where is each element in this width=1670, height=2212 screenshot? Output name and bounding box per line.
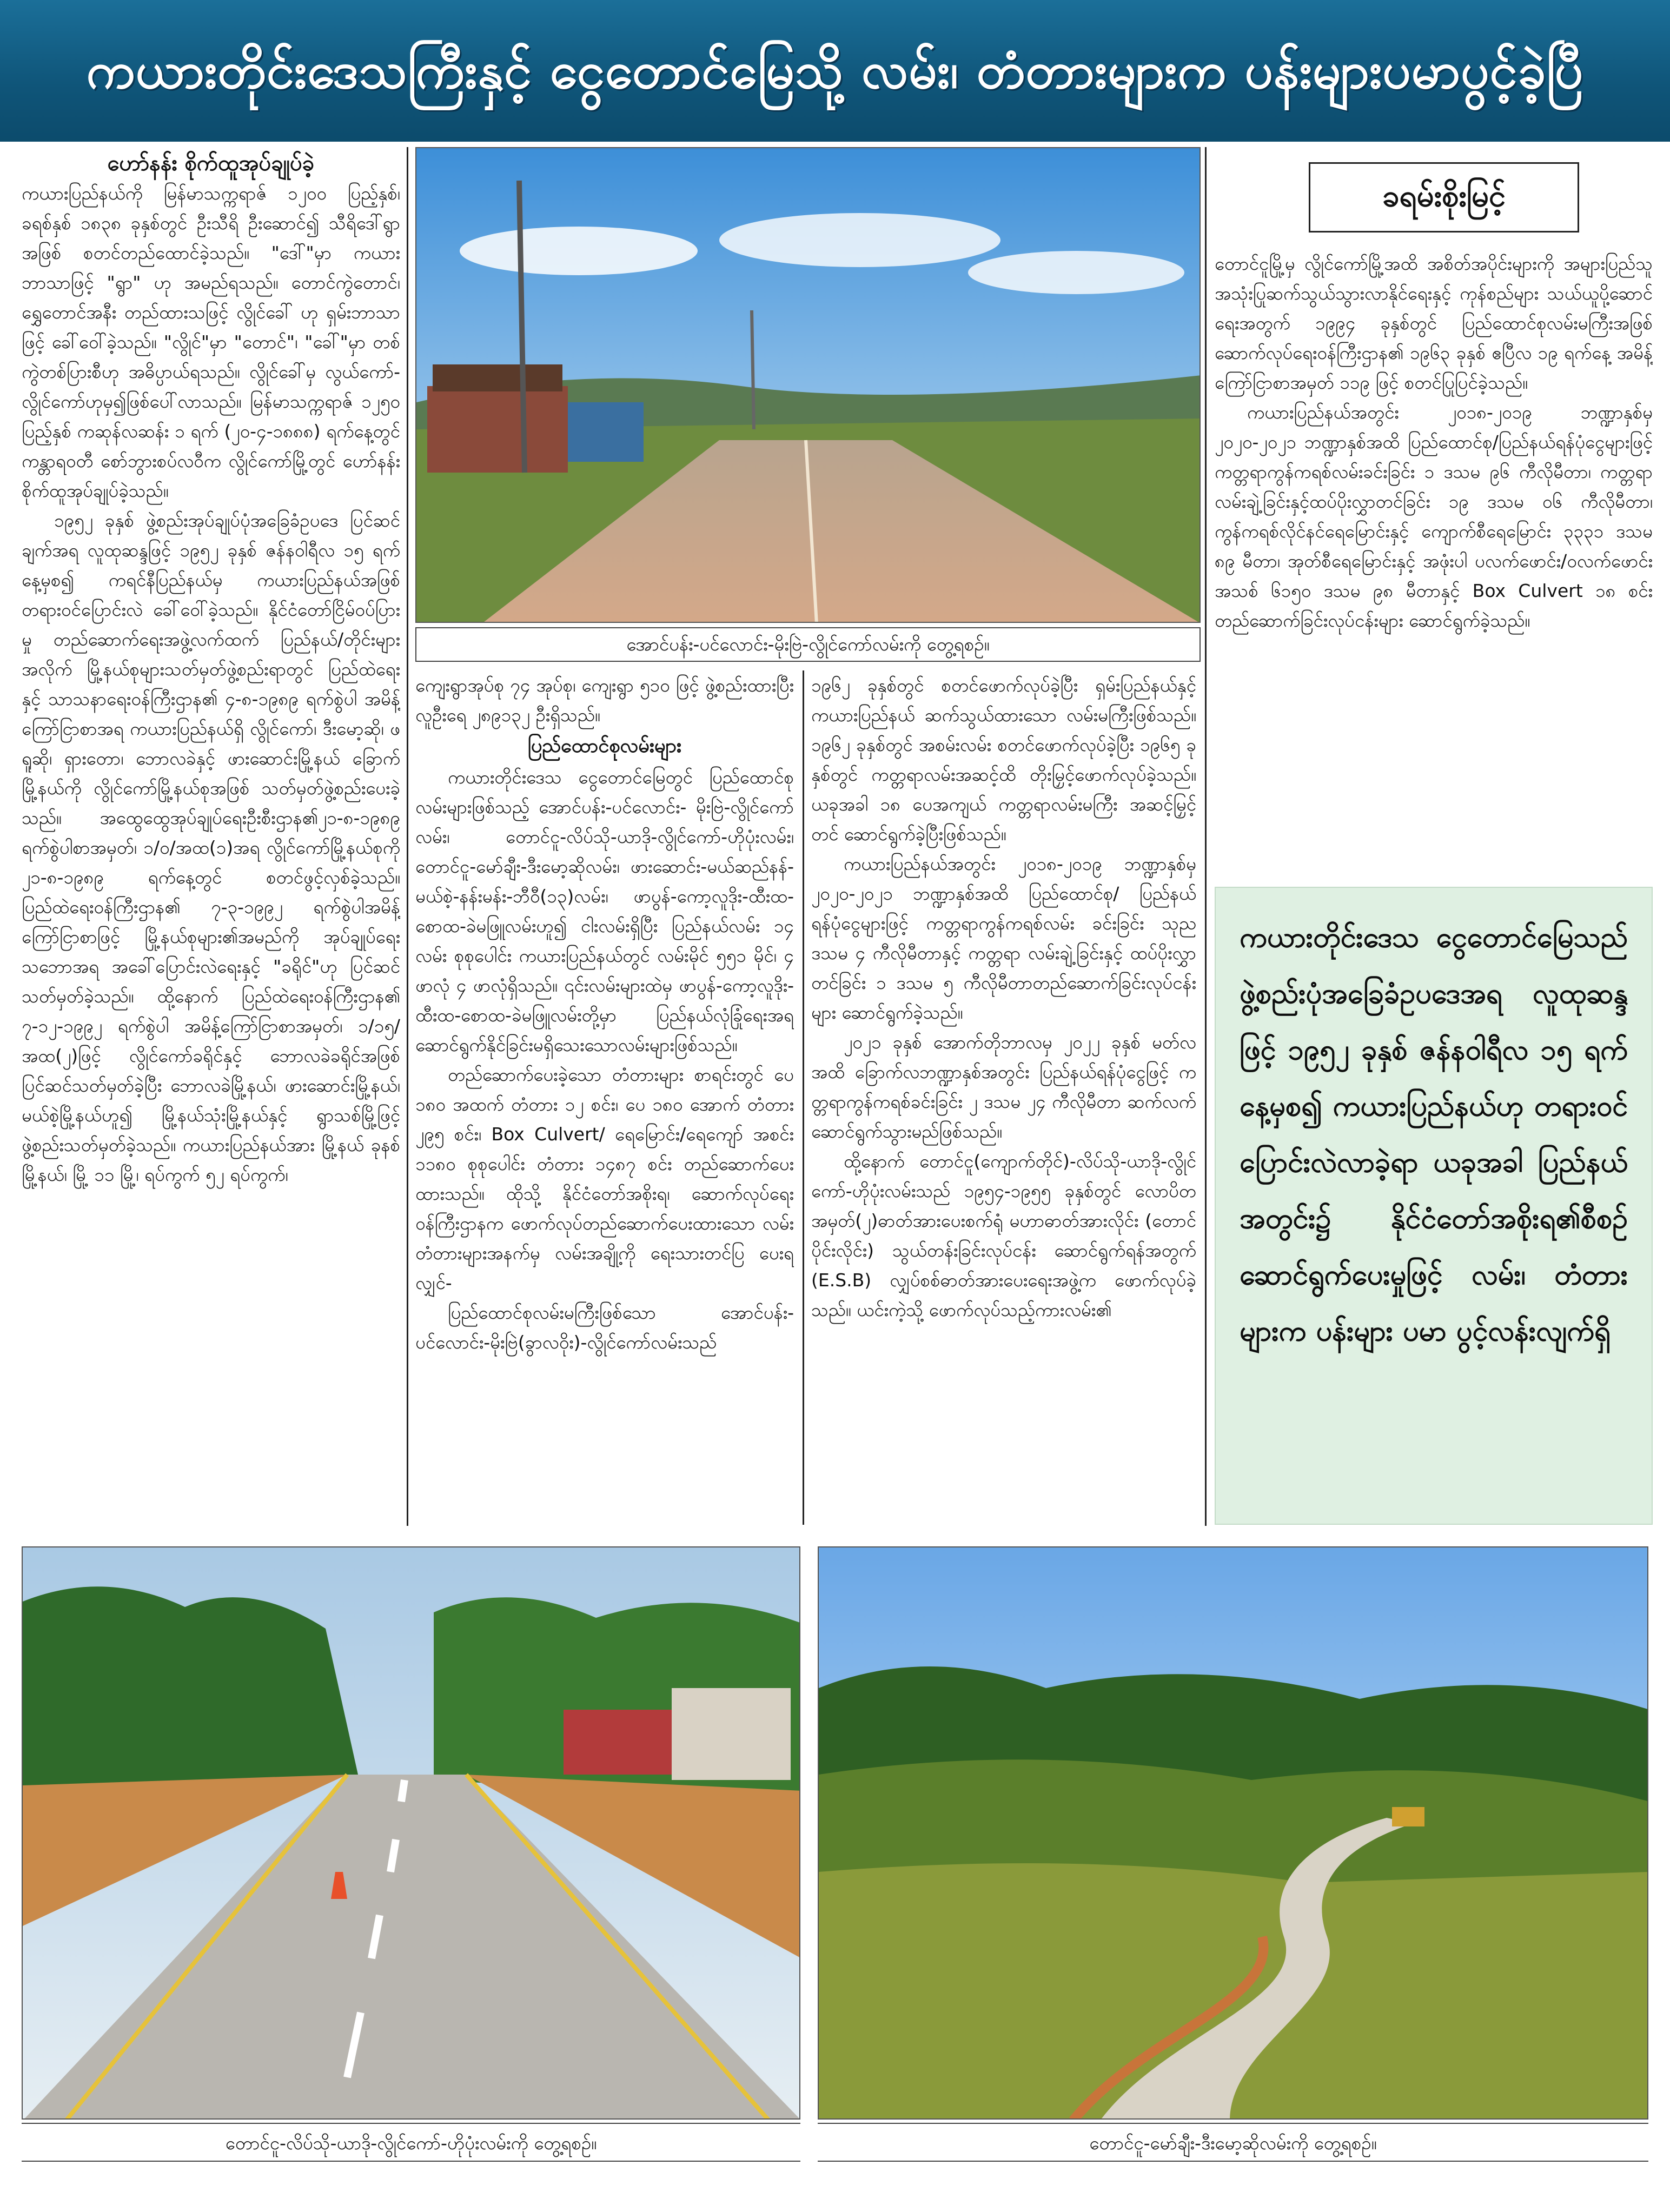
paragraph: ၁၉၅၂ ခုနှစ် ဖွဲ့စည်းအုပ်ချုပ်ပုံအခြေခံဥပဒေ ပြင်ဆင်ချက်အရ လူထုဆန္ဒဖြင့် ၁၉၅၂ ခုနှစ် ဇန်နဝါရီလ ၁၅ ရက်နေ့မှစ၍ ကရင်နီပြည်နယ်မှ ကယားပြည်နယ်အဖြစ် တရားဝင်ပြောင်းလဲ ခေါ်ဝေါ်ခဲ့သည်။ နိုင်ငံတော်ငြိမ်ဝပ်ပြားမှု တည်ဆောက်ရေးအဖွဲ့လက်ထက် ပြည်နယ်/တိုင်းများအလိုက် မြို့နယ်စုများသတ်မှတ်ဖွဲ့စည်းရာတွင် ပြည်ထဲရေးနှင့် သာသနာရေးဝန်ကြီးဌာန၏ ၄-၈-၁၉၈၉ ရက်စွဲပါ အမိန့်ကြော်ငြာစာအရ ကယားပြည်နယ်ရှိ လွိုင်ကော်၊ ဒီးမော့ဆို၊ ဖရူဆို၊ ရှားတော၊ ဘောလခဲနှင့် ဖားဆောင်းမြို့နယ် ခြောက်မြို့နယ်ကို လွိုင်ကော်မြို့နယ်စုအဖြစ် သတ်မှတ်ဖွဲ့စည်းပေးခဲ့သည်။ အထွေထွေအုပ်ချုပ်ရေးဦးစီးဌာန၏၂၁-၈-၁၉၈၉ ရက်စွဲပါစာအမှတ်၊ ၁/၀/အထ(၁)အရ လွိုင်ကော်မြို့နယ်စုကို ၂၁-၈-၁၉၈၉ ရက်နေ့တွင် စတင်ဖွင့်လှစ်ခဲ့သည်။ ပြည်ထဲရေးဝန်ကြီးဌာန၏ ၇-၃-၁၉၉၂ ရက်စွဲပါအမိန့်ကြော်ငြာစာဖြင့် မြို့နယ်စုများ၏အမည်ကို အုပ်ချုပ်ရေးသဘောအရ အခေါ်ပြောင်းလဲရေးနှင့် "ခရိုင်"ဟု ပြင်ဆင်သတ်မှတ်ခဲ့သည်။ ထို့နောက် ပြည်ထဲရေးဝန်ကြီးဌာန၏ ၇-၁၂-၁၉၉၂ ရက်စွဲပါ အမိန့်ကြော်ငြာစာအမှတ်၊ ၁/၁၅/အထ(၂)ဖြင့် လွိုင်ကော်ခရိုင်နှင့် ဘောလခဲခရိုင်အဖြစ် ပြင်ဆင်သတ်မှတ်ခဲ့ပြီး ဘောလခဲမြို့နယ်၊ ဖားဆောင်းမြို့နယ်၊ မယ်စဲ့မြို့နယ်ဟူ၍ မြို့နယ်သုံးမြို့နယ်နှင့် ရွာသစ်မြို့ဖြင့် ဖွဲ့စည်းသတ်မှတ်ခဲ့သည်။ ကယားပြည်နယ်အား မြို့နယ် ခုနစ်မြို့နယ်၊ မြို့ ၁၁ မြို့၊ ရပ်ကွက် ၅၂ ရပ်ကွက်၊ xyxy=(22,510,400,1185)
paragraph: ပြည်ထောင်စုလမ်းမကြီးဖြစ်သော အောင်ပန်း-ပင်လောင်း-မိုးဗြဲ(ခွာလဝိုး)-လွိုင်ကော်လမ်းသည် xyxy=(415,1302,794,1353)
headline: ကယားတိုင်းဒေသကြီးနှင့် ငွေတောင်မြေသို့ လမ်း၊ တံတားများက ပန်းများပမာပွင့်ခဲ့ပြီ xyxy=(86,42,1584,99)
paragraph: ကယားပြည်နယ်အတွင်း ၂၀၁၈-၂၀၁၉ ဘဏ္ဍာနှစ်မှ ၂၀၂၀-၂၀၂၁ ဘဏ္ဍာနှစ်အထိ ပြည်ထောင်စု/ ပြည်နယ်ရန်ပုံငွေများဖြင့် ကတ္တရာကွန်ကရစ်လမ်း ခင်းခြင်း သုည ဒသမ ၄ ကီလိုမီတာနှင့် ကတ္တရာ လမ်းချဲ့ခြင်းနှင့် ထပ်ပိုးလွှာတင်ခြင်း ၁ ဒသမ ၅ ကီလိုမီတာတည်ဆောက်ခြင်းလုပ်ငန်းများ ဆောင်ရွက်ခဲ့သည်။ xyxy=(811,853,1196,1023)
road-photo-bottom-right xyxy=(818,1546,1648,2120)
highlight-text: ကယားတိုင်းဒေသ ငွေတောင်မြေသည် ဖွဲ့စည်းပုံအခြေခံဥပဒေအရ လူထုဆန္ဒဖြင့် ၁၉၅၂ ခုနှစ် ဇန်နဝါရီလ ၁၅ ရက်နေ့မှစ၍ ကယားပြည်နယ်ဟု တရားဝင်ပြောင်းလဲလာခဲ့ရာ ယခုအခါ ပြည်နယ်အတွင်း၌ နိုင်ငံတော်အစိုးရ၏စီစဉ်ဆောင်ရွက်ပေးမှုဖြင့် လမ်း၊ တံတားများက ပန်းများ ပမာ ပွင့်လန်းလျက်ရှိ xyxy=(1240,921,1628,1347)
bottom-left-caption: တောင်ငူ-လိပ်သို-ယာဒို-လွိုင်ကော်-ဟိုပုံးလမ်းကို တွေ့ရစဉ်။ xyxy=(22,2123,800,2162)
road-photo-bottom-left xyxy=(22,1546,800,2120)
col4-body xyxy=(1215,249,1653,860)
paragraph: ထို့နောက် တောင်ငူ(ကျောက်တိုင်)-လိပ်သို-ယာဒို-လွိုင်ကော်-ဟိုပုံးလမ်းသည် ၁၉၅၄-၁၉၅၅ ခုနှစ်တွင် လောပိတအမှတ်(၂)ဓာတ်အားပေးစက်ရုံ မဟာဓာတ်အားလိုင်း (တောင်ပိုင်းလိုင်း) သွယ်တန်းခြင်းလုပ်ငန်း ဆောင်ရွက်ရန်အတွက် (E.S.B) လျှပ်စစ်ဓာတ်အားပေးရေးအဖွဲ့က ဖောက်လုပ်ခဲ့သည်။ ယင်းကဲ့သို့ ဖောက်လုပ်သည့်ကားလမ်း၏ xyxy=(811,1151,1196,1320)
column-divider xyxy=(803,670,804,1525)
bottom-right-caption: တောင်ငူ-မော်ချီး-ဒီးမော့ဆိုလမ်းကို တွေ့ရစဉ်။ xyxy=(818,2123,1648,2162)
road-photo-top xyxy=(415,147,1201,623)
paragraph: တောင်ငူမြို့မှ လွိုင်ကော်မြို့အထိ အစိတ်အပိုင်းများကို အများပြည်သူအသုံးပြုဆက်သွယ်သွားလာနိုင်ရေးနှင့် ကုန်စည်များ သယ်ယူပို့ဆောင်ရေးအတွက် ၁၉၉၄ ခုနှစ်တွင် ပြည်ထောင်စုလမ်းမကြီးအဖြစ် ဆောက်လုပ်ရေးဝန်ကြီးဌာန၏ ၁၉၆၃ ခုနှစ် ဧပြီလ ၁၉ ရက်နေ့ အမိန့်ကြော်ငြာစာအမှတ် ၁၁၉ ဖြင့် စတင်ပြုပြင်ခဲ့သည်။ xyxy=(1215,253,1653,393)
headline-banner xyxy=(0,0,1670,142)
col1-body xyxy=(22,178,400,1514)
col1-subhead: ဟော်နန်း စိုက်ထူအုပ်ချုပ်ခဲ့ xyxy=(107,151,315,176)
column-divider xyxy=(1205,147,1207,1526)
highlight-box xyxy=(1215,887,1653,1525)
paragraph: ကျေးရွာအုပ်စု ၇၄ အုပ်စု၊ ကျေးရွာ ၅၁၀ ဖြင့် ဖွဲ့စည်းထားပြီး လူဦးရေ ၂၈၉၁၃၂ ဦးရှိသည်။ xyxy=(415,675,794,726)
author-name: ခရမ်းစိုးမြင့် xyxy=(1382,178,1506,214)
road-scene-image xyxy=(416,148,1201,623)
column-divider xyxy=(407,147,408,1526)
road-scene-image xyxy=(23,1547,800,2120)
author-box xyxy=(1309,162,1579,233)
col2-subhead: ပြည်ထောင်စုလမ်းများ xyxy=(527,735,682,757)
paragraph: တည်ဆောက်ပေးခဲ့သော တံတားများ စာရင်းတွင် ပေ ၁၈၀ အထက် တံတား ၁၂ စင်း၊ ပေ ၁၈၀ အောက် တံတား ၂၉၅ စင်း၊ Box Culvert/ ရေမြောင်း/ရေကျော် အစင်း ၁၁၈၀ စုစုပေါင်း တံတား ၁၄၈၇ စင်း တည်ဆောက်ပေးထားသည်။ ထိုသို့ နိုင်ငံတော်အစိုးရ၊ ဆောက်လုပ်ရေးဝန်ကြီးဌာနက ဖောက်လုပ်တည်ဆောက်ပေးထားသော လမ်း တံတားများအနက်မှ လမ်းအချို့ကို ရေးသားတင်ပြ ပေးရလျှင်- xyxy=(415,1064,794,1293)
paragraph: ကယားတိုင်းဒေသ ငွေတောင်မြေတွင် ပြည်ထောင်စုလမ်းများဖြစ်သည့် အောင်ပန်း-ပင်လောင်း- မိုးဗြဲ-လွိုင်ကော်လမ်း၊ တောင်ငူ-လိပ်သို-ယာဒို-လွိုင်ကော်-ဟိုပုံးလမ်း၊ တောင်ငူ-မော်ချီး-ဒီးမော့ဆိုလမ်း၊ ဖားဆောင်း-မယ်ဆည်နန်-မယ်စဲ့-နန်းမန်း-ဘီဝီ(၁၃)လမ်း၊ ဖာပွန်-ကော့လူဒိုး-ထီးထ-စောထ-ခဲမဖြူလမ်းဟူ၍ ငါးလမ်းရှိပြီး ပြည်နယ်လမ်း ၁၄ လမ်း စုစုပေါင်း ကယားပြည်နယ်တွင် လမ်းမိုင် ၅၅၁ မိုင်၊ ၄ ဖာလုံ ၄ ဖာလုံရှိသည်။ ၎င်းလမ်းများထဲမှ ဖာပွန်-ကော့လူဒိုး-ထီးထ-စောထ-ခဲမဖြူလမ်းတို့မှာ ပြည်နယ်လုံခြုံရေးအရ ဆောင်ရွက်နိုင်ခြင်းမရှိသေးသောလမ်းများဖြစ်သည်။ xyxy=(415,767,794,1055)
paragraph: ၁၉၆၂ ခုနှစ်တွင် စတင်ဖောက်လုပ်ခဲ့ပြီး ရှမ်းပြည်နယ်နှင့် ကယားပြည်နယ် ဆက်သွယ်ထားသော လမ်းမကြီးဖြစ်သည်။ ၁၉၆၂ ခုနှစ်တွင် အစမ်းလမ်း စတင်ဖောက်လုပ်ခဲ့ပြီး ၁၉၆၅ ခုနှစ်တွင် ကတ္တရာလမ်းအဆင့်ထိ တိုးမြှင့်ဖောက်လုပ်ခဲ့သည်။ ယခုအခါ ၁၈ ပေအကျယ် ကတ္တရာလမ်းမကြီး အဆင့်မြှင့်တင် ဆောင်ရွက်ခဲ့ပြီးဖြစ်သည်။ xyxy=(811,675,1196,845)
col2-body xyxy=(415,670,794,1514)
top-photo-caption: အောင်ပန်း-ပင်လောင်း-မိုးဗြဲ-လွိုင်ကော်လမ်းကို တွေ့ရစဉ်။ xyxy=(415,627,1201,662)
paragraph: ၂၀၂၁ ခုနှစ် အောက်တိုဘာလမှ ၂၀၂၂ ခုနှစ် မတ်လအထိ ခြောက်လဘဏ္ဍာနှစ်အတွင်း ပြည်နယ်ရန်ပုံငွေဖြင့် ကတ္တရာကွန်ကရစ်ခင်းခြင်း ၂ ဒသမ ၂၄ ကီလိုမီတာ ဆက်လက်ဆောင်ရွက်သွားမည်ဖြစ်သည်။ xyxy=(811,1032,1196,1142)
paragraph: ကယားပြည်နယ်အတွင်း ၂၀၁၈-၂၀၁၉ ဘဏ္ဍာနှစ်မှ ၂၀၂၀-၂၀၂၁ ဘဏ္ဍာနှစ်အထိ ပြည်ထောင်စု/ပြည်နယ်ရန်ပုံငွေများဖြင့် ကတ္တရာကွန်ကရစ်လမ်းခင်းခြင်း ၁ ဒသမ ၉၆ ကီလိုမီတာ၊ ကတ္တရာလမ်းချဲ့ခြင်းနှင့်ထပ်ပိုးလွှာတင်ခြင်း ၁၉ ဒသမ ၀၆ ကီလိုမီတာ၊ ကွန်ကရစ်လိုင်နင်ရေမြောင်းနှင့် ကျောက်စီရေမြောင်း ၃၃၃၁ ဒသမ ၈၉ မီတာ၊ အုတ်စီရေမြောင်းနှင့် အဖုံးပါ ပလက်ဖောင်း/ဝလက်ဖောင်းအသစ် ၆၁၅၀ ဒသမ ၉၈ မီတာနှင့် Box Culvert ၁၈ စင်း တည်ဆောက်ခြင်းလုပ်ငန်းများ ဆောင်ရွက်ခဲ့သည်။ xyxy=(1215,402,1653,631)
road-scene-image xyxy=(819,1547,1648,2120)
paragraph: ကယားပြည်နယ်ကို မြန်မာသက္ကရာဇ် ၁၂၀၀ ပြည့်နှစ်၊ ခရစ်နှစ် ၁၈၃၈ ခုနှစ်တွင် ဦးသီရိ ဦးဆောင်၍ သီရိဒေါ်ရွာအဖြစ် စတင်တည်ထောင်ခဲ့သည်။ "ဒေါ်"မှာ ကယားဘာသာဖြင့် "ရွာ" ဟု အမည်ရသည်။ တောင်ကွဲတောင်၊ ရွှေတောင်အနီး တည်ထားသဖြင့် လွိုင်ခေါ် ဟု ရှမ်းဘာသာဖြင့် ခေါ်ဝေါ်ခဲ့သည်။ "လွိုင်"မှာ "တောင်"၊ "ခေါ်"မှာ တစ်ကွဲတစ်ပြားစီဟု အဓိပ္ပာယ်ရသည်။ လွိုင်ခေါ်မှ လွယ်ကော်-လွိုင်ကော်ဟုမှ၍ဖြစ်ပေါ်လာသည်။ မြန်မာသက္ကရာဇ် ၁၂၅၀ ပြည့်နှစ် ကဆုန်လဆန်း ၁ ရက် (၂၀-၄-၁၈၈၈) ရက်နေ့တွင် ကန္တာရဝတီ စော်ဘွားစပ်လဝီက လွိုင်ကော်မြို့တွင် ဟော်နန်း စိုက်ထူအုပ်ချုပ်ခဲ့သည်။ xyxy=(22,183,400,501)
col3-body xyxy=(811,670,1196,1514)
